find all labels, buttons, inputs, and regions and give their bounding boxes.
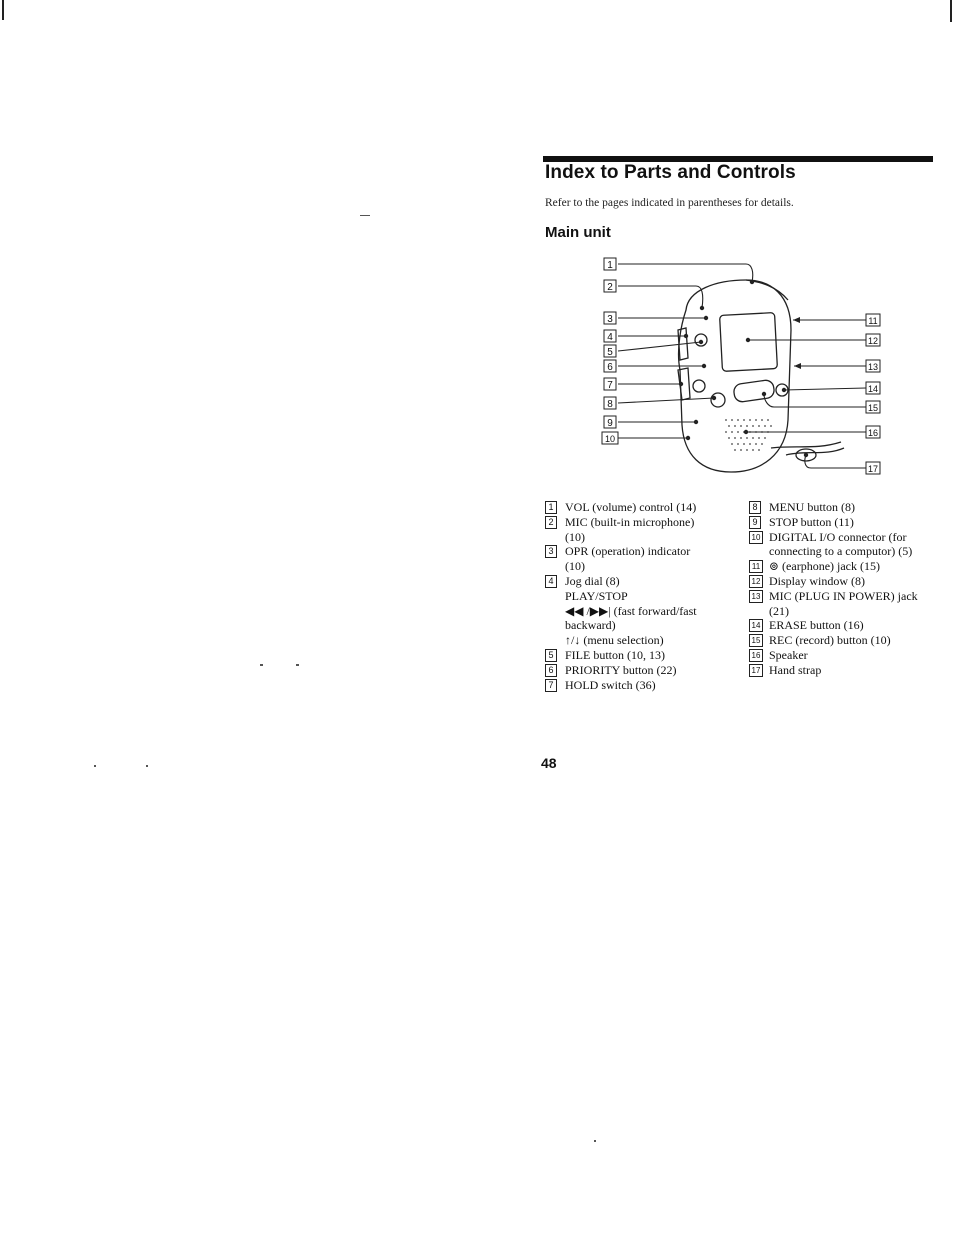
parts-list-item <box>749 530 939 560</box>
part-number: 10 <box>749 531 763 544</box>
part-description: PRIORITY button (22) <box>565 662 677 677</box>
part-number: 16 <box>749 649 763 662</box>
callout-label-17: 17 <box>867 464 879 474</box>
parts-list-item <box>749 663 939 678</box>
part-description-cont: PLAY/STOP <box>565 588 628 603</box>
part-number: 17 <box>749 664 763 677</box>
part-description-cont: connecting to a computor) (5) <box>769 544 913 559</box>
part-number: 1 <box>545 501 557 514</box>
part-description-cont: ◀◀ /▶▶| (fast forward/fast <box>565 603 697 618</box>
part-description: Display window (8) <box>769 573 865 588</box>
part-description: MENU button (8) <box>769 500 855 514</box>
part-description: MIC (PLUG IN POWER) jack <box>769 588 918 603</box>
part-number: 11 <box>749 560 763 573</box>
part-number: 13 <box>749 590 763 603</box>
part-description-cont: (21) <box>769 603 789 618</box>
scan-speck <box>594 1140 596 1142</box>
callout-label-8: 8 <box>607 399 613 410</box>
parts-list-item <box>545 648 735 663</box>
part-description: STOP button (11) <box>769 514 854 529</box>
parts-list-item <box>749 515 939 530</box>
part-number: 8 <box>749 501 761 514</box>
parts-list-item <box>749 633 939 648</box>
section-subtitle: Main unit <box>545 224 611 241</box>
callout-labels-left <box>602 258 618 444</box>
callout-label-13: 13 <box>867 362 879 372</box>
parts-list-item <box>545 500 735 515</box>
part-description: REC (record) button (10) <box>769 633 891 648</box>
parts-list-column-2 <box>749 500 939 678</box>
part-description-cont: (10) <box>565 559 585 574</box>
callout-label-15: 15 <box>867 403 879 413</box>
part-description: FILE button (10, 13) <box>565 647 665 662</box>
callout-label-2: 2 <box>607 282 613 293</box>
parts-list-item <box>749 574 939 589</box>
parts-list-item <box>749 618 939 633</box>
page-title: Index to Parts and Controls <box>545 162 796 183</box>
callout-label-5: 5 <box>607 347 613 358</box>
part-description: VOL (volume) control (14) <box>565 500 697 514</box>
callout-label-12: 12 <box>867 336 879 346</box>
part-number: 3 <box>545 545 557 558</box>
part-description-cont: (10) <box>565 529 585 544</box>
parts-list-item <box>545 663 735 678</box>
part-description: ERASE button (16) <box>769 618 864 633</box>
part-number: 6 <box>545 664 557 677</box>
part-description-cont: ↑/↓ (menu selection) <box>565 633 664 648</box>
callout-label-10: 10 <box>604 434 616 444</box>
callout-label-1: 1 <box>607 260 613 271</box>
scan-speck <box>360 215 370 216</box>
scan-speck <box>146 765 148 767</box>
part-number: 7 <box>545 679 557 692</box>
part-description: Jog dial (8) <box>565 573 620 588</box>
part-number: 2 <box>545 516 557 529</box>
part-number: 15 <box>749 634 763 647</box>
scan-edge-right <box>950 0 952 22</box>
page-number: 48 <box>541 755 557 771</box>
scan-speck <box>296 664 299 666</box>
part-description: MIC (built-in microphone) <box>565 514 695 529</box>
part-description: Speaker <box>769 647 808 662</box>
parts-list-item <box>749 648 939 663</box>
speaker-grille <box>725 419 772 451</box>
parts-list-item <box>545 544 735 574</box>
parts-list-item <box>749 589 939 619</box>
part-description: HOLD switch (36) <box>565 677 656 692</box>
callout-label-11: 11 <box>868 316 878 326</box>
part-description-cont: backward) <box>565 618 616 633</box>
parts-list-item <box>545 574 735 648</box>
callout-dots <box>679 280 808 457</box>
callout-labels-right <box>866 314 880 474</box>
callout-leaders <box>618 264 866 468</box>
callout-label-4: 4 <box>607 332 613 343</box>
part-number: 12 <box>749 575 763 588</box>
part-number: 9 <box>749 516 761 529</box>
part-number: 4 <box>545 575 557 588</box>
part-number: 14 <box>749 619 763 632</box>
parts-list-item <box>749 500 939 515</box>
callout-label-6: 6 <box>607 362 613 373</box>
scan-speck <box>94 765 96 767</box>
scan-speck <box>260 664 263 666</box>
rec-button-shape <box>733 379 775 402</box>
main-unit-diagram <box>596 250 896 482</box>
scan-edge-left <box>2 0 4 20</box>
parts-list-item <box>545 515 735 545</box>
part-description: DIGITAL I/O connector (for <box>769 529 907 544</box>
callout-label-3: 3 <box>607 314 613 325</box>
parts-list-column-1 <box>545 500 735 692</box>
callout-label-7: 7 <box>607 380 613 391</box>
callout-label-16: 16 <box>867 428 879 438</box>
callout-label-9: 9 <box>607 418 613 429</box>
intro-text: Refer to the pages indicated in parentheses for details. <box>545 197 794 209</box>
parts-list-item <box>545 678 735 693</box>
part-description: Hand strap <box>769 662 822 677</box>
part-description: OPR (operation) indicator <box>565 544 691 559</box>
callout-label-14: 14 <box>867 384 879 394</box>
parts-list-item <box>749 559 939 574</box>
part-number: 5 <box>545 649 557 662</box>
part-description: ⊚ (earphone) jack (15) <box>769 559 880 574</box>
